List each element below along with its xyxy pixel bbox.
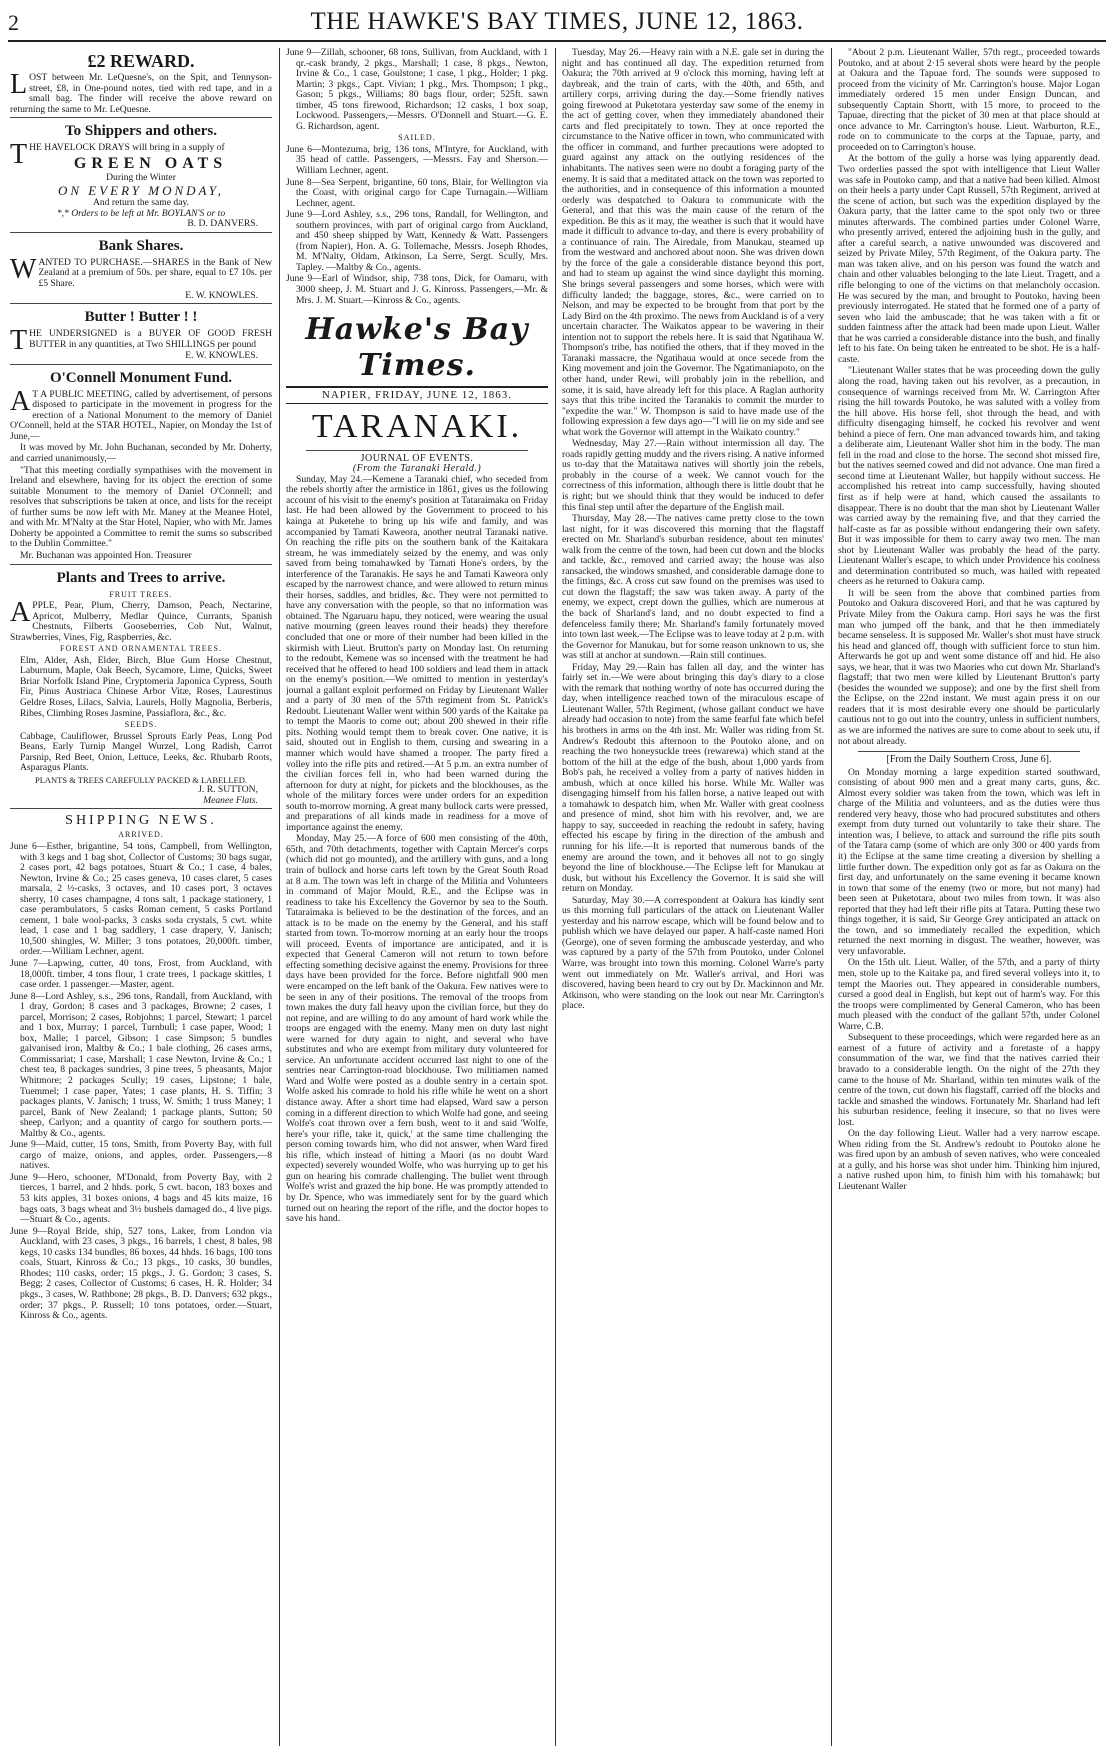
journal-paragraph: At the bottom of the gully a horse was lying apparently dead. Two orderlies passed the spot with intelligence that Lieut Waller was safe in Poutoko camp, and that a native had been killed. Almost on their heels a party under Capt Russell, 57th Regiment, arrived at the scene of action, but such was the expedition displayed by the Oakura party, that the latter came to the spot only two or three minutes afterwards. The combined parties under Colonel Warre, who presently arrived, entered the adjoining bush in the gully, and after a careful search, a native unwounded was discovered and seized by Private Miley, 57th Regiment, of the Oakura party. The man was taken alive, and on his person was found the watch and chain and other valuables belonging to the late Lieut. Tragett, and a rifle belonging to one of the victims on that melancholy occasion. He was secured by the man, and brought to Poutoko, having been previously interrogated. He stated that he formed one of a party of seven who laid the ambuscade; that he was taken with a fit or sudden faintness after the attack had been made upon Lieut. Waller that he was carried a considerable distance into the bush, and finally left to his fate. On being taken he entreated to be shot. He is a half-caste.: [838, 153, 1100, 365]
shipping-entry: June 8—Lord Ashley, s.s., 296 tons, Randall, from Auckland, with 1 dray, Gordon; 8 cases and 3 packages, Browne; 2 cases, 1 parcel, Morrison; 2 cases, Robjohns; 1 parcel, Stewart; 1 parcel and 1 box, Murray; 1 parcel, Turnbull; 1 case paper, Wood; 1 box, Malle; 1 parcel, Gibson; 1 case Simpson; 5 bundles galvanised iron, Maltby & Co.; 1 bale clothing, 26 cases arms, Commissariat; 1 case, Marshall; 1 case Newton, Irvine & Co.; 1 chest tea, 8 packages sundries, 3 pine trees, 5 pheasants, Major Whitmore; 2 packages Scully; 19 cases, Lipstone; 1 bale, Tuemmel; 1 case paper, Yates; 1 case plants, H. S. Tiffin; 3 packages plants, V. Janisch; 1 truss, W. Smith; 1 truss Maney; 1 parcel, Bank of New Zealand; 1 package plants, Sutton; 50 sheep, Carlyon; and a quantity of cargo for southern ports.—Maltby & Co., agents.: [10, 990, 272, 1139]
sailed-heading: SAILED.: [398, 133, 436, 143]
butter-signature: E. W. KNOWLES.: [185, 350, 258, 362]
seeds-heading: SEEDS.: [124, 720, 158, 730]
oconnell-para: AT A PUBLIC MEETING, called by advertisement, of persons disposed to participate in the movement in progress for the erection of a National Monument to the memory of Daniel O'Connell, held at the STAR HOTEL, Napier, on Monday the 1st of June,—: [10, 385, 272, 442]
journal-paragraph: Saturday, May 30.—A correspondent at Oakura has kindly sent us this morning full particulars of the attack on Lieutenant Waller yesterday and his narrow escape, which will be found below and to publish which we have delayed our paper. A half-caste named Hori (George), one of seven forming the ambuscade yesterday, and who was captured by a party of the 57th from Poutoko, under Colonel Warre, was brought into town this morning. Colonel Warre's party went out immediately on Mr. Waller's arrival, and Hori was discovered, having been heard to cry out by Dr. Mackinnon and Mr. Atkinson, who were standing on the look out near Mr. Carrington's place.: [562, 894, 824, 1012]
reward-body: LOST between Mr. LeQuesne's, on the Spit, and Tennyson-street, £8, in One-pound notes, tied with red tape, and in a small bag. The finder will receive the above reward on returning the same to Mr. LeQuesne.: [10, 69, 272, 115]
oconnell-para: "That this meeting cordially sympathises with the movement in Ireland and elsewhere, having for its object the erection of some suitable Monument to the memory of Daniel O'Connell; and resolves that subscriptions be taken at once, and lists for the receipt of further sums be now left with Mr. Maney at the Meanee Hotel, and with Mr. M'Nalty at the Star Hotel, Napier, who with Mr. James Doherty be appointed a Committee to remit the sums so subscribed to the Dublin Committee.": [10, 464, 272, 550]
plants-signature: J. R. SUTTON,: [198, 784, 258, 796]
bank-signature: E. W. KNOWLES.: [185, 289, 258, 301]
page-number: 2: [8, 10, 19, 35]
shippers-monday: ON EVERY MONDAY,: [57, 183, 225, 199]
divider: [10, 364, 272, 365]
shippers-heading: To Shippers and others.: [65, 123, 217, 140]
shippers-line: THE HAVELOCK DRAYS will bring in a supply of: [10, 139, 225, 171]
oconnell-para: Mr. Buchanan was appointed Hon. Treasurer: [20, 549, 192, 561]
journal-paragraph: Tuesday, May 26.—Heavy rain with a N.E. gale set in during the night and has continued all day. The expedition returned from Oakura; the 70th arrived at 9 o'clock this morning, having left at daybreak, and the train of carts, with the 40th, and 65th, and artillery corps, arriving during the day.—Some friendly natives going firewood at Puketotara yesterday saw some of the enemy in the act of getting cover, when they immediately abandoned their carts and fled precipitately to town. They at once reported the circumstance to the Native officer in town, who communicated with the officer in command, and further precautions were adopted to guard against any attack on the outlying residences of the inhabitants. The natives seen were no doubt a foraging party of the enemy. It is said that a meditated attack on the town was reported to the authorities, and in consequence of this information a mounted orderly was despatched to Oakura to communicate with the General, and that this was the main cause of the return of the expedition. Be this as it may, the weather is such that it would have made it difficult to advance to-day, and there is every probability of a continuance of rain. The Airedale, from Manukau, steamed up from the westward and anchored about noon. She was driven down by the force of the gale a considerable distance beyond this port, and had to steam up against the wind since daylight this morning. She brings several passengers and some horses, which were with difficulty landed; the baggage, stores, &c., were carried on to Nelson, and may be expected to be brought from that port by the Lady Bird on the 4th proximo. The news from Auckland is of a very uncertain character. The Waikatos appear to be wavering in their intention not to support the rebels here. It is said that Ngatihaua W. Thompson's tribe, has notified the others, that if they moved in the Taranaki massacre, the Ngatihaua would at once secede from the King movement and join the Governor. The Ngatimaniapoto, on the other hand, under Rewi, will probably join in the rebellion, and some, it is said, have already left for this place. A Raglan authority says that this tribe incited the Taranakis to commit the murder to "expedite the war." W. Thompson is said to have made use of the following expression a few days ago—"I will lie on my side and see what work the Governor will attempt in the Waikato country.": [562, 48, 824, 438]
reward-heading: £2 REWARD.: [87, 51, 195, 71]
butter-heading: Butter ! Butter ! !: [84, 309, 198, 326]
southern-cross-paragraph: On the 15th ult. Lieut. Waller, of the 57th, and a party of thirty men, stole up to the Kaitake pa, and fired several volleys into it, to tempt the Maories out. They appeared in considerable numbers, cursed a good deal in English, but kept out of harm's way. For this the troops were complimented by General Cameron, who has been much pleased with the conduct of the gallant 57th, under Colonel Warre, C.B.: [838, 957, 1100, 1032]
shippers-orders: *,* Orders to be left at Mr. BOYLAN'S or to: [56, 207, 226, 219]
shipping-entry: June 9—Maid, cutter, 15 tons, Smith, from Poverty Bay, with full cargo of maize, onions, and apples, order. Passengers,—8 natives.: [10, 1139, 272, 1172]
butter-body: THE UNDERSIGNED is a BUYER OF GOOD FRESH BUTTER in any quantities, at Two SHILLINGS per pound: [10, 325, 272, 357]
section-title: TARANAKI.: [311, 407, 523, 445]
column-rule: [555, 48, 556, 1746]
column-4: [838, 48, 1100, 1746]
oconnell-heading: O'Connell Monument Fund.: [49, 369, 233, 386]
newspaper-title: THE HAWKE'S BAY TIMES, JUNE 12, 1863.: [310, 8, 804, 35]
divider: [306, 450, 528, 451]
shipping-heading: SHIPPING NEWS.: [65, 813, 217, 829]
column-2: [286, 48, 548, 1746]
bank-body: WANTED TO PURCHASE.—SHARES in the Bank of New Zealand at a premium of 50s. per share, equal to £7 10s. per £5 Share.: [10, 253, 272, 290]
journal-paragraph: "About 2 p.m. Lieutenant Waller, 57th regt., proceeded towards Poutoko, and at about 2·15 several shots were heard by the people at Oakura and the Tapuae ford. The sounds were supposed to proceed from the vicinity of Mr. Carrington's house. Major Logan immediately ordered 15 men under Ensign Duncan, and subsequently Captain Shortt, with 15 more, to proceed to the Tapuae, directing that the picket of 30 men at that place should at once advance to Mr. Carrington's house. Lieut. Warburton, R.E., rode on to communicate to the corps at the Tapuae, party, and proceeded on to Carrington's house.: [838, 48, 1100, 153]
southern-cross-source: [From the Daily Southern Cross, June 6].: [886, 754, 1052, 766]
bank-heading: Bank Shares.: [98, 237, 184, 254]
green-oats-title: GREEN OATS: [73, 154, 228, 172]
shipping-entry: June 7—Lapwing, cutter, 40 tons, Frost, from Auckland, with 18,000ft. timber, 4 tons flour, 1 crate trees, 1 package skittles, 1 case order. 1 passenger.—Master, agent.: [10, 958, 272, 991]
journal-paragraph: "Lieutenant Waller states that he was proceeding down the gully along the road, having taken out his revolver, as a precaution, in consequence of warnings received from Mr. W. Carrington After rising the hill towards Poutoko, he was saluted with a volley from the hill above. His horse fell, shot through the head, and with difficulty disengaging himself, he cocked his revolver and went behind a piece of fern. One man advanced towards him, and taking a deliberate aim, Lieutenant Waller shot him in the body. The man fell in the road and close to the horse. The second shot missed fire, but the natives seemed cowed and did not advance. One man fired a second time at Lieutenant Waller, but happily without success. He accomplished his retreat into camp successfully, having shouted first as if help were at hand, which caused the assailants to disappear. There is no doubt that the man shot by Lieutenant Waller was carried away by the remaining five, and that they carried the half-caste as far as possible without endangering their own safety. But it was impossible for them to carry away two men. The man shot by Lieutenant Waller was probably the head of the party. Lieutenant Waller's escape, to which under Providence his coolness and determination contributed so much, was hailed with repeated cheers as he returned to Oakura camp.: [838, 365, 1100, 588]
arrived-heading: ARRIVED.: [118, 830, 164, 840]
shipping-entry: June 6—Esther, brigantine, 54 tons, Campbell, from Wellington, with 3 kegs and 1 bag shot, Collector of Customs; 30 bags sugar, 2 cases port, 42 bags potatoes, Stuart & Co.; 1 case, 4 bales, Newton, Irvine & Co.; 25 cases geneva, 10 cases claret, 5 cases marsala, 2 ½-casks, 3 octaves, and 10 cases port, 3 octaves sherry, 10 cases champagne, 4 tons salt, 1 package stationery, 1 case perambulators, 5 casks Roman cement, 5 casks Portland cement, 1 bale wool-packs, 3 casks soda crystals, 5 cwt. white lead, 1 case and 1 bag saddlery, 1 case drapery, V. Janisch; 10,500 shingles, W. Miller; 3 tons potatoes, 20,000ft. timber, order.—William Lechner, agent.: [10, 840, 272, 958]
column-1: [10, 48, 272, 1746]
shipping-entry: June 9—Zillah, schooner, 68 tons, Sullivan, from Auckland, with 1 qr.-cask brandy, 2 pkgs., Marshall; 1 case, 8 pkgs., Newton, Irvine & Co., 1 case, Goulstone; 1 case, 1 pkg., Holder; 1 pkg. Martin; 3 pkgs., Capt. Vivian; 1 pkg., Mrs. Thompson; 1 pkg., Gason; 5 pkgs., Williams; 80 bags flour, order; 525ft. sawn timber, 45 tons firewood, Richardson; 12 casks, 1 box soap, Lockwood. Passengers,—Messrs. O'Donnell and Stuart.—G. E. G. Richardson, agent.: [286, 48, 548, 132]
journal-paragraph: Monday, May 25.—A force of 600 men consisting of the 40th, 65th, and 70th detachments, together with Captain Mercer's corps (which did not go mounted), and the artillery with guns, and a long train of bullock and horse carts left town by the Great South Road at 8 a.m. The town was left in charge of the Militia and Volunteers in command of Major Mould, R.E., and the Eclipse was in readiness to take his Excellency the Governor by sea to the South. Tataraimaka is believed to be the destination of the forces, and an attack is to be made on the enemy by the General, and his staff started from town. To-morrow morning at an early hour the troops will proceed. Events of importance are anticipated, and it is expected that General Cameron will not return to town before effecting something decisive against the enemy. Provisions for three days have been provided for the force. Before nightfall 900 men were encamped on the left bank of the Oakura. Few natives were to be seen in any of their positions. The removal of the troops from town makes the duty fall heavy upon the civilian force, but they do not repine, and are willing to do any amount of hard work while the troops are engaged with the enemy. Many men on duty last night were warned for duty again to night, and several who have substitutes and who are exempt from military duty volunteered for service. An unfortunate accident occurred last night to one of the sentries near Carrington-road blockhouse. Two militiamen named Ward and Wolfe were posted as a double sentry in a certain spot. Wolfe asked his comrade to hold his rifle while he went on a short distance away. After a short time had elapsed, Ward saw a person coming in a different direction to which Wolfe had gone, and seeing Wolfe's coat thrown over a fern bush, went to it and said 'Wolfe, here's your rifle, take it, quick,' at the same time challenging the person coming towards him, who did not answer, when Ward fired his rifle, which instead of hitting a Maori (as no doubt Ward expected) severely wounded Wolfe, who was hurrying up to get his gun on hearing his comrade challenging. The bullet went through Wolfe's wrist and grazed the hip bone. He was promptly attended to by Dr. Spence, who was immediately sent for by the guard which turned out on hearing the report of the rifle, and the doctor hopes to save his hand.: [286, 833, 548, 1225]
journal-source: (From the Taranaki Herald.): [352, 463, 482, 475]
journal-paragraph: It will be seen from the above that combined parties from Poutoko and Oakura discovered Hori, and that he was captured by Private Miley from the Oakura camp. Hori says he was the first man who jumped off the bank, and that he then immediately became senseless. It is supposed Mr. Waller's shot must have struck his head and glanced off, though with sufficient force to stun him. Afterwards he got up and went some distance off and hid. He also says, we hear, that it was two Maories who cut down Mr. Sharland's flagstaff; that two men were killed by Lieutenant Brutton's party (besides the wounded we suppose); and one by the first shell from the Eclipse, on the 22nd instant. We must again press it on our readers that it is most desirable every one should be particularly cautious not to go out into the country, unless in sufficient numbers, as we are informed the natives are sure to come about to seek utu, if not about already.: [838, 587, 1100, 747]
journal-paragraph: Wednesday, May 27.—Rain without intermission all day. The roads rapidly getting muddy and the rivers rising. A native informed us to-day that the Mataitawa natives will shortly join the rebels, probably in the course of a week. We cannot vouch for the correctness of this information, although there is little doubt that he is right; but we should think that they would be induced to defer this final step until after the departure of the English mail.: [562, 438, 824, 513]
journal-paragraph: Sunday, May 24.—Kemene a Taranaki chief, who seceded from the rebels shortly after the armistice in 1861, gives us the following account of his visit to the enemy's position at Tataraimaka on Friday last. He had been allowed by the Government to proceed to his kainga at Puketehe to bring up his wife and family, and was accompanied by Tamati Kaweora, another neutral Taranaki native. On reaching the rifle pits on the southern bank of the Kaitakara stream, he was immediately seized by the enemy, and was only saved from being tomahawked by Tamati Hone's orders, by the interference of the Taranakis. He says he and Tamati Kaweora only escaped by the narrowest chance, and were allowed to return minus their horses, saddles, and bridles, &c. They were not permitted to have any conversation with the people, so that no information was obtained. The Ngaruaru hapu, they noticed, were wearing the usual native mourning (green leaves round their heads) they therefore concluded that one or more of their number had been killed in the skirmish with Lieut. Brutton's party on Monday last. On returning to the redoubt, Kemene was so incensed with the treatment he had received that he offered to head 100 soldiers and lead them in attack on the enemy's position.—We omitted to mention in yesterday's journal a gallant exploit performed on Friday by Lieutenant Waller and a party of 30 men of the 57th regiment from St. Patrick's Redoubt. Lieutenant Waller went within 500 yards of the Kaitake pa to tempt the Maoris to come out; about 200 shewed in their rifle pits. Nothing would tempt them to break cover. One native, it is said, shouted out in English to them, cursing and swearing in a manner which would have shamed a trooper. The party fired a volley into the rifle pits and retired.—At 5 p.m. an extra number of the civilian forces fell in, who had been warned during the afternoon for duty at night, for pickets and the blockhouses, as the whole of the military forces were under orders for an expedition south to-morrow morning. A great many bullock carts were pressed, and preparations of all kinds made in readiness for a move of importance against the enemy.: [286, 473, 548, 833]
divider: [10, 303, 272, 304]
fruit-trees-list: APPLE, Pear, Plum, Cherry, Damson, Peach, Nectarine, Apricot, Mulberry, Medlar Quince, Currants, Spanish Chestnuts, Filberts Gooseberries, Cob Nut, Walnut, Strawberries, Vines, Fig, Raspberries, &c.: [10, 597, 272, 643]
southern-cross-paragraph: Subsequent to these proceedings, which were regarded here as an earnest of a future of activity and a foretaste of a happy consummation of the war, we find that the natives carried their bravado to a considerable length. On the night of the 27th they came to the house of Mr. Sharland, within ten minutes walk of the centre of the town, cut down his flagstaff, carried off the blocks and tackle and smashed the windows. Fortunately Mr. Sharland had left his suburban residence, feeling it insecure, so that no lives were lost.: [838, 1032, 1100, 1128]
shippers-signature: B. D. DANVERS.: [187, 218, 258, 230]
divider: [858, 751, 1080, 752]
shipping-entry: June 9—Lord Ashley, s.s., 296 tons, Randall, for Wellington, and southern provinces, with part of original cargo from Auckland, and 450 sheep shipped by Watt, Kennedy & Watt. Passengers (from Napier), Hon. A. G. Tollemache, Messrs. Joseph Rhodes, M. M'Nalty, Oldam, Atkinson, La Serre, Sergt. Scully, Mrs. Tapley. —Maltby & Co., agents.: [286, 209, 548, 273]
divider: [10, 808, 272, 809]
plants-place: Meanee Flats.: [203, 794, 258, 806]
journal-paragraph: Friday, May 29.—Rain has fallen all day, and the winter has fairly set in.—We were about bringing this day's diary to a close with the remark that nothing worthy of note has occurred during the day, when intelligence reached town of the miraculous escape of Lieutenant Waller, 57th Regiment, (whose gallant conduct we have already had occasion to note) from the same fearful fate which befel his brothers in arms on the 4th inst. Mr. Waller was riding from St. Andrew's Redoubt this afternoon to the Poutoko alone, and on reaching the two honeysuckle trees (rewarewa) which stand at the bottom of the hill at the edge of the bush, about 1,000 yards from Bob's pah, he received a volley from a party of natives hidden in ambush, which at once killed his horse. While Mr. Waller was disengaging himself from his fallen horse, a native leaped out with a tomahawk to despatch him, when Mr. Waller with great coolness and presence of mind, shot him with his revolver, and, we are happy to say, succeeded in reaching the redoubt in safety, having effected his escape by firing in the direction of the ambush and running for his life.—It is reported that numerous bands of the enemy are around the town, and it behoves all not to go singly beyond the line of blockhouse.—The Eclipse left for Manukau at dusk, but without his Excellency the Governor. It is said she will return on Monday.: [562, 661, 824, 895]
masthead: [8, 6, 1106, 42]
forest-trees-list: Elm, Alder, Ash, Elder, Birch, Blue Gum Horse Chestnut, Laburnum, Maple, Oak Beech, Sycamore, Lime, Quicks, Sweet Briar Norfolk Island Pine, Cryptomeria Japonica Cypress, South Fir, Pinus Austriaca Chinese Arbor Vitæ, Roses, Laurestinus Geldre Roses, Lilacs, Salvia, Laurels, Holly Magnolia, Berberis, Ribes, Climbing Roses Jasmine, Passiaflora, &c., &c.: [20, 654, 272, 719]
shippers-winter: During the Winter: [106, 171, 176, 183]
oconnell-para: It was moved by Mr. John Buchanan, seconded by Mr. Doherty, and carried unanimously,—: [10, 442, 272, 465]
fruit-trees-heading: FRUIT TREES.: [109, 589, 173, 599]
shippers-return: And return the same day.: [92, 197, 190, 209]
divider: [10, 117, 272, 118]
shipping-entry: June 9—Royal Bride, ship, 527 tons, Laker, from London via Auckland, with 23 cases, 3 pkgs., 16 barrels, 1 chest, 8 bales, 98 kegs, 10 casks 134 bundles, 86 boxes, 44 hhds. 16 bags, 100 tons coals, Stuart, Kinross & Co.; 13 pkgs., 10 casks, 30 bundles, Rhodes; 110 casks, order; 15 pkgs., J. G. Gordon; 3 cases, S. Begg; 2 cases, Collector of Customs; 6 cases, H. R. Holder; 34 pkgs., 3 cases, W. Rathbone; 28 pkgs., B. D. Danvers; 632 pkgs., order; 37 pkgs., P. Russell; 10 tons potatoes, order.—Stuart, Kinross & Co., agents.: [10, 1225, 272, 1322]
journal-paragraph: Thursday, May 28.—The natives came pretty close to the town last night, for it was discovered this morning that the flagstaff erected on Mr. Sharland's suburban residence, about ten minutes' walk from the centre of the town, had been cut down and the blocks and tackle, &c., removed and carried away; the house was also ransacked, the windows smashed, and considerable damage done to the fittings, &c. A cross cut saw found on the premises was used to cut down the flagstaff; the saw was taken away. A party of the enemy, we expect, crept down the gullies, which are numerous at the back of Sharland's land, and no doubt expected to find a defenceless family there; Mr. Sharland's family fortunately moved into town last week.—The Eclipse was to leave today at 2 p.m. with the Governor for Manukau, but for some reason unknown to us, she was still at anchor at sundown.—Rain still continues.: [562, 513, 824, 662]
newspaper-nameplate: Hawke's Bay Times.: [305, 312, 529, 384]
column-rule: [831, 48, 832, 1746]
column-3: [562, 48, 824, 1746]
southern-cross-paragraph: On the day following Lieut. Waller had a very narrow escape. When riding from the St. Andrew's redoubt to Poutoko alone he was fired upon by an ambush of seven natives, who were concealed at a gully, and his horse was shot under him. Thinking him injured, a native rushed upon him, to finish him with his tomahawk; but Lieutenant Waller: [838, 1128, 1100, 1192]
column-rule: [279, 48, 280, 1746]
divider: [10, 564, 272, 565]
seeds-list: Cabbage, Cauliflower, Brussel Sprouts Early Peas, Long Pod Beans, Early Turnip Mangel Wurzel, Long Radish, Carrot Parsnip, Red Beet, Onion, Lettuce, Leeks, &c. Rhubarb Roots, Asparagus Plants.: [20, 730, 272, 774]
divider: [10, 232, 272, 233]
southern-cross-paragraph: On Monday morning a large expedition started southward, consisting of about 900 men and a great many carts, guns, &c. Almost every soldier was taken from the town, which was left in charge of the Militia and volunteers, and as the duties were thus rendered very heavy, those who had procured substitutes and others exempt from duty turned out voluntarily to take their share. The intention was, I believe, to attack and surround the rifle pits south of the Tatara camp (some of which are only 300 or 400 yards from it) the Eclipse at the same time creating a diversion by shelling a little further down. The expedition only got as far as Oakura on the first day, and unfortunately on the same evening it became known in town that some of the enemy (two or more, but not many) had been seen at Puketotara, about two miles from town. It was also reported that they had left their rifle pits at Tatara. Putting these two things together, it is said, Sir George Grey anticipated an attack on the town, and so immediately recalled the expedition, which returned the next morning in disgust. The weather, however, was very unfavorable.: [838, 766, 1100, 957]
dateline: NAPIER, FRIDAY, JUNE 12, 1863.: [286, 386, 548, 404]
shipping-entry: June 9—Earl of Windsor, ship, 738 tons, Dick, for Oamaru, with 3000 sheep, J. M. Stuart and J. G. Kinross. Passengers,—Mr. & Mrs. J. M. Stuart.—Kinross & Co., agents.: [286, 273, 548, 306]
shipping-entry: June 9—Hero, schooner, M'Donald, from Poverty Bay, with 2 tierces, 1 barrel, and 2 hhds. pork, 5 cwt. bacon, 183 boxes and 53 kits apples, 31 boxes onions, 4 bags and 45 kits maize, 16 bags oats, 3 bags wheat and 3½ bushels damaged do., 4 live pigs.—Stuart & Co., agents.: [10, 1171, 272, 1226]
shipping-entry: June 8—Sea Serpent, brigantine, 60 tons, Blair, for Wellington via the Coast, with original cargo for Cape Turnagain.—William Lechner, agent.: [286, 176, 548, 209]
shipping-entry: June 6—Montezuma, brig, 136 tons, M'Intyre, for Auckland, with 35 head of cattle. Passengers, —Messrs. Fay and Sherson.—William Lechner, agent.: [286, 143, 548, 177]
forest-trees-heading: FOREST AND ORNAMENTAL TREES.: [60, 644, 222, 654]
plants-heading: Plants and Trees to arrive.: [56, 569, 226, 586]
journal-heading: JOURNAL OF EVENTS.: [360, 452, 474, 464]
packed-note: PLANTS & TREES CAREFULLY PACKED & LABELLED.: [34, 774, 248, 785]
